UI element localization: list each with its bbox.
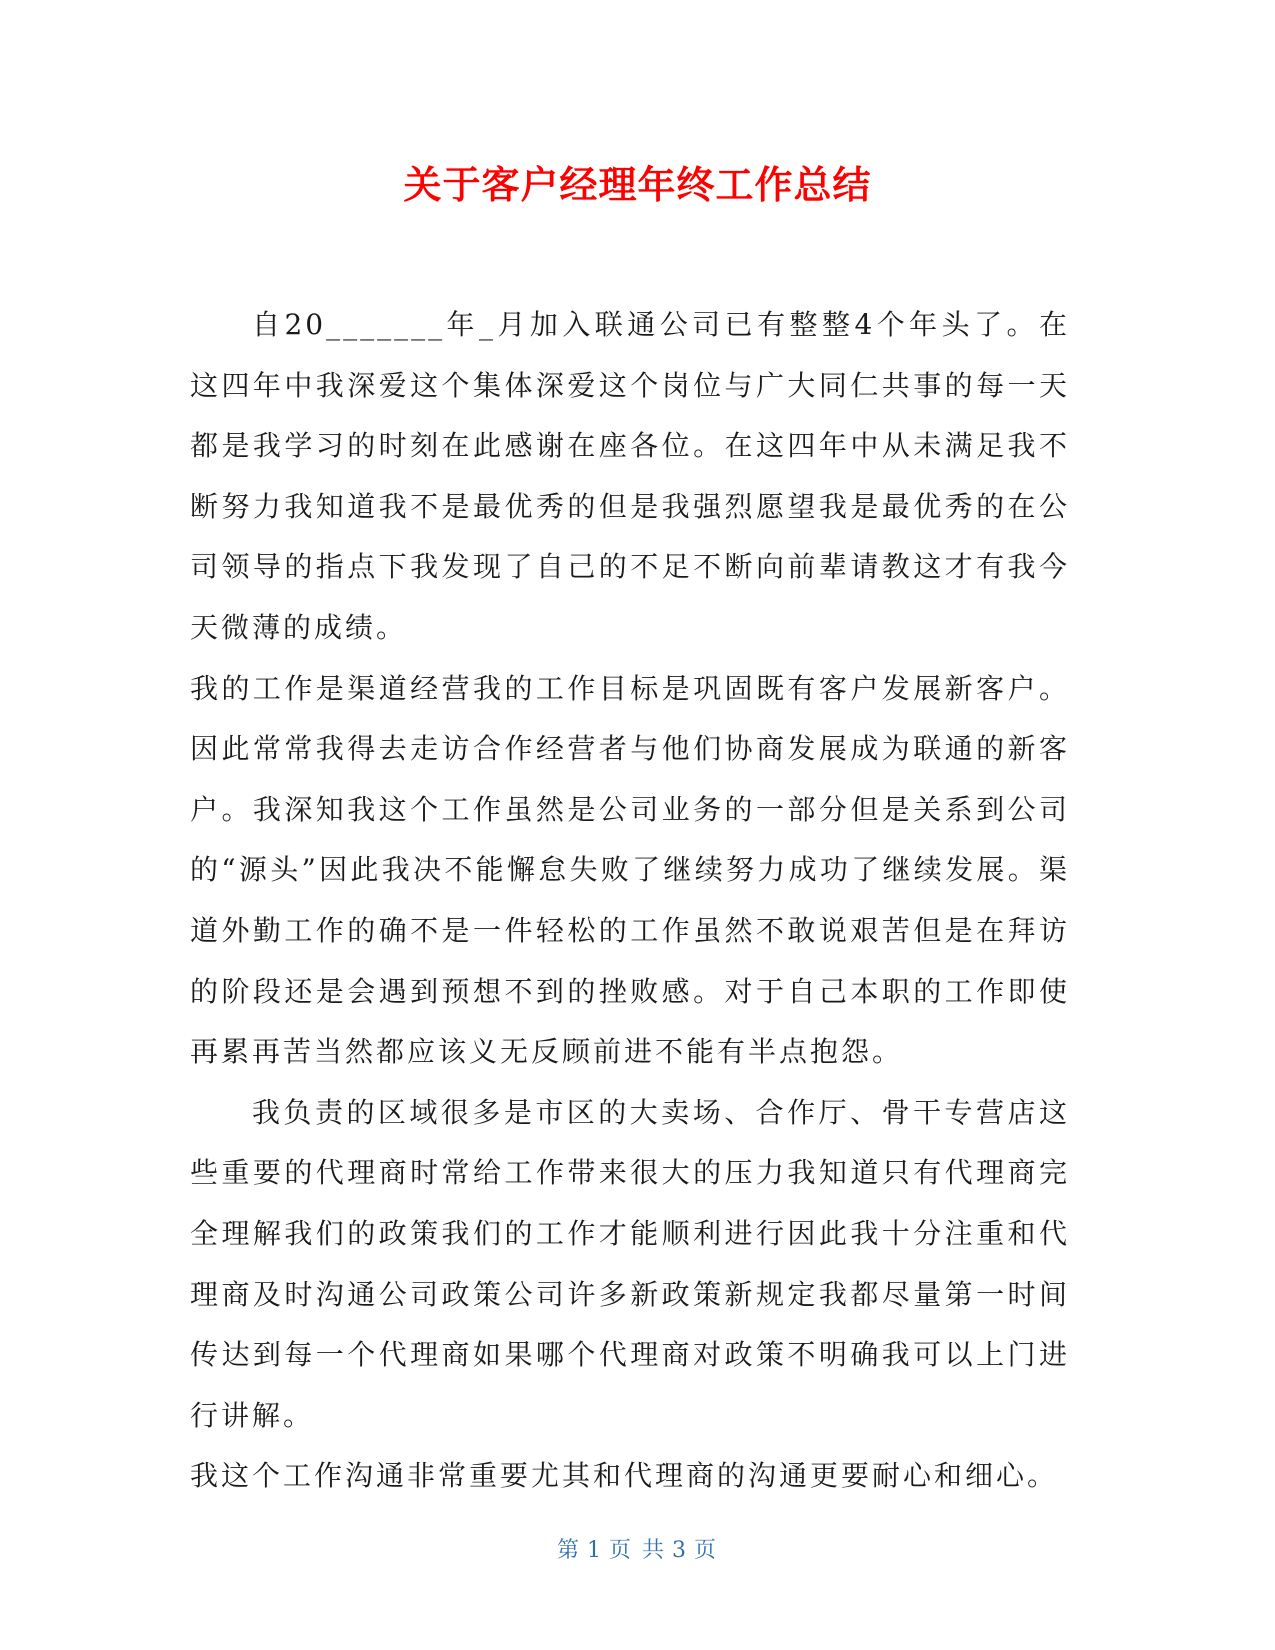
paragraph-intro: 自20_______年_月加入联通公司已有整整4个年头了。在这四年中我深爱这个集体深爱这个岗位与广大同仁共事的每一天都是我学习的时刻在此感谢在座各位。在这四年中从未满足我不断努力我知道我不是最优秀的但是我强烈愿望我是最优秀的在公司领导的指点下我发现了自己的不足不断向前辈请教这才有我今天微薄的成绩。 [190, 308, 1070, 644]
paragraph-agents: 我负责的区域很多是市区的大卖场、合作厅、骨干专营店这些重要的代理商时常给工作带来很大的压力我知道只有代理商完全理解我们的政策我们的工作才能顺利进行因此我十分注重和代理商及时沟通公司政策公司许多新政策新规定我都尽量第一时间传达到每一个代理商如果哪个代理商对政策不明确我可以上门进行讲解。 [190, 1095, 1070, 1432]
document-body [190, 295, 1070, 1507]
footer-mid: 页 共 [609, 1538, 666, 1563]
page-number-footer [0, 1533, 1275, 1564]
document-title: 关于客户经理年终工作总结 [403, 163, 872, 207]
footer-prefix: 第 [556, 1538, 581, 1563]
footer-current-page: 1 [587, 1538, 603, 1563]
footer-total-pages: 3 [672, 1538, 688, 1563]
footer-suffix: 页 [694, 1538, 719, 1563]
paragraph-channel-work: 我的工作是渠道经营我的工作目标是巩固既有客户发展新客户。因此常常我得去走访合作经营者与他们协商发展成为联通的新客户。我深知我这个工作虽然是公司业务的一部分但是关系到公司的“源头”因此我决不能懈怠失败了继续努力成功了继续发展。渠道外勤工作的确不是一件轻松的工作虽然不敢说艰苦但是在拜访的阶段还是会遇到预想不到的挫败感。对于自己本职的工作即使再累再苦当然都应该义无反顾前进不能有半点抱怨。 [190, 671, 1070, 1069]
paragraph-communication: 我这个工作沟通非常重要尤其和代理商的沟通更要耐心和细心。 [190, 1459, 1059, 1493]
